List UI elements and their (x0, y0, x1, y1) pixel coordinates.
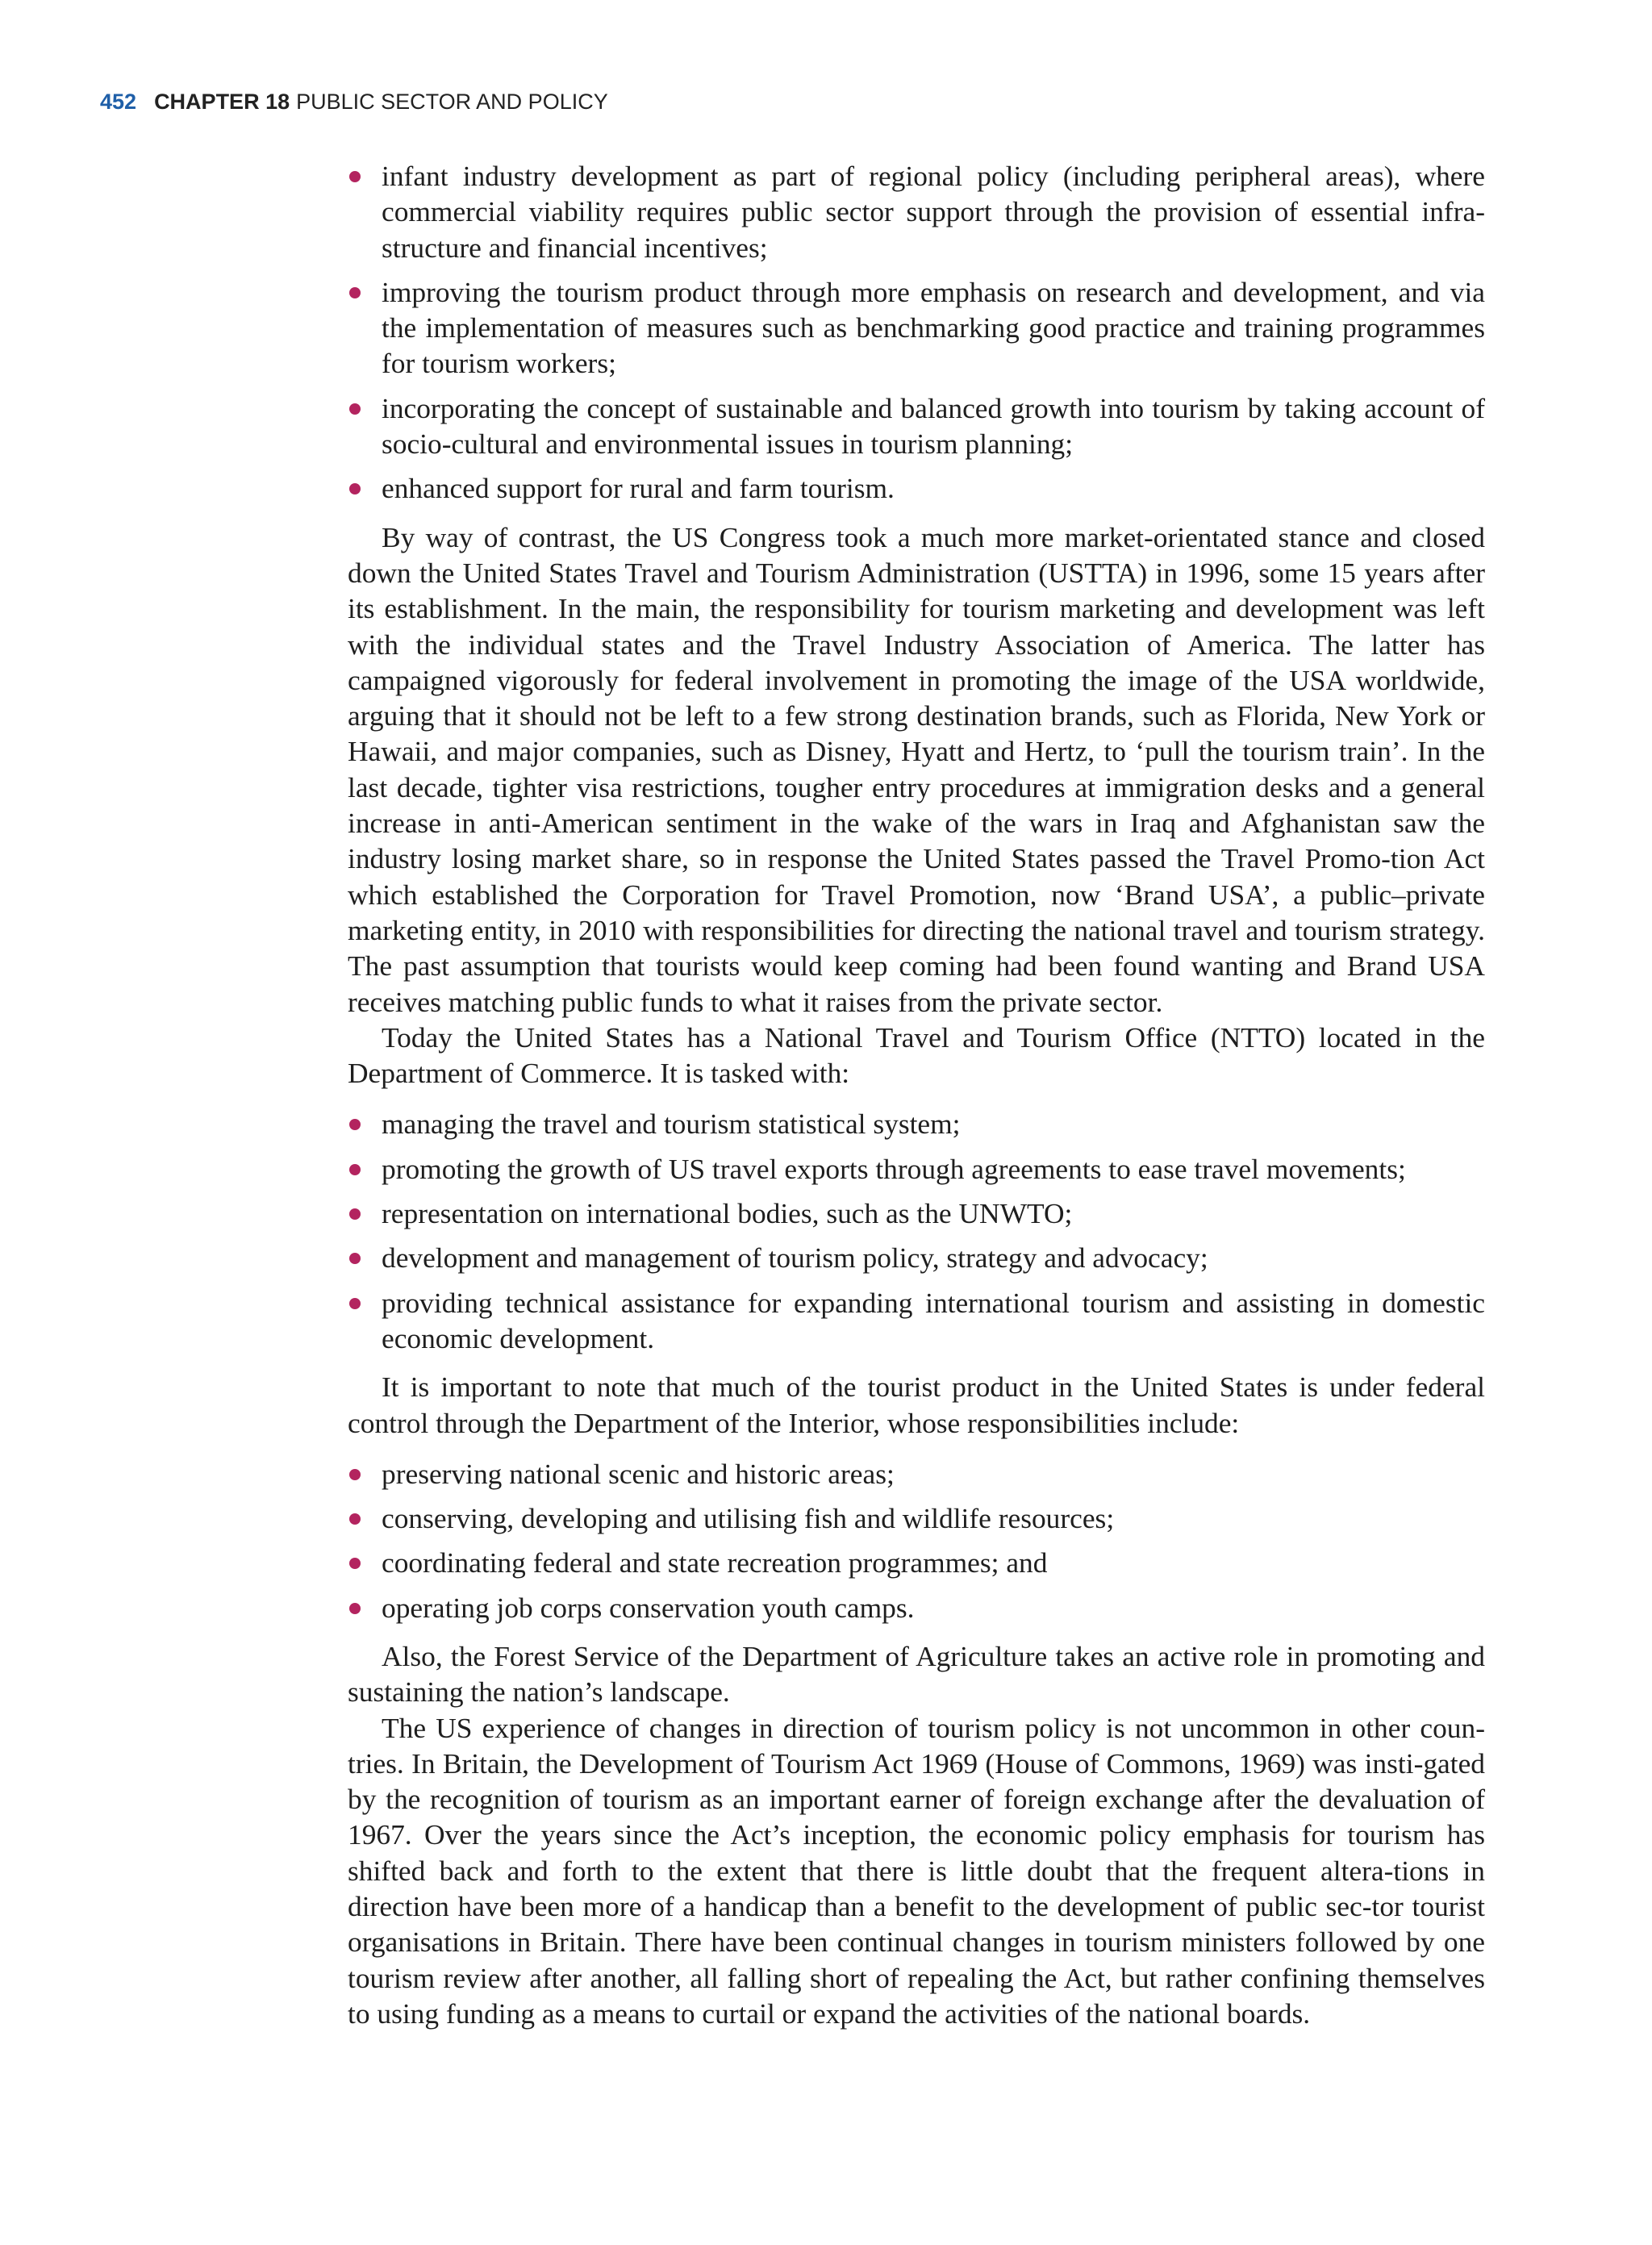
list-item-text: incorporating the concept of sustainable and balanced growth into tourism by taking account of socio-cultural and environmental issues in tourism planning; (382, 391, 1485, 461)
list-item (348, 1285, 1485, 1357)
list-item (348, 1590, 1485, 1625)
list-item (348, 1545, 1485, 1580)
list-item-text: infant industry development as part of regional policy (including peripheral areas), where commercial viability requires public sector support through the provision of essential infra-structure and financial incentives; (382, 160, 1485, 264)
paragraph-britain: The US experience of changes in direction of tourism policy is not uncommon in other coun-tries. In Britain, the Development of Tourism Act 1969 (House of Commons, 1969) was insti-gated by the recognition of tourism as an important earner of foreign exchange after the devaluation of 1967. Over the years since the Act’s inception, the economic policy emphasis for tourism has shifted back and forth to the extent that there is little doubt that the frequent altera-tions in direction have been more of a handicap than a benefit to the development of public sec-tor tourist organisations in Britain. There have been continual changes in tourism ministers followed by one tourism review after another, all falling short of repealing the Act, but rather confining themselves to using funding as a means to curtail or expand the activities of the national boards. (348, 1711, 1485, 2030)
list-item (348, 274, 1485, 382)
list-item (348, 390, 1485, 462)
list-item (348, 470, 1485, 506)
list-item-text: development and management of tourism policy, strategy and advocacy; (382, 1241, 1208, 1275)
list-item (348, 1500, 1485, 1536)
list-item (348, 158, 1485, 265)
list-item-text: enhanced support for rural and farm tourism. (382, 472, 895, 505)
list-item-text: improving the tourism product through more emphasis on research and development, and via the implementation of measures such as benchmarking good practice and training programmes for tourism workers; (382, 275, 1485, 380)
paragraph-us-congress: By way of contrast, the US Congress took a much more market-orientated stance and closed down the United States Travel and Tourism Administration (USTTA) in 1996, some 15 years after its establishment. In the main, the responsibility for tourism marketing and development was left with the individual states and the Travel Industry Association of America. The latter has campaigned vigorously for federal involvement in promoting the image of the USA worldwide, arguing that it should not be left to a few strong destination brands, such as Florida, New York or Hawaii, and major companies, such as Disney, Hyatt and Hertz, to ‘pull the tourism train’. In the last decade, tighter visa restrictions, tougher entry procedures at immigration desks and a general increase in anti-American sentiment in the wake of the wars in Iraq and Afghanistan saw the industry losing market share, so in response the United States passed the Travel Promo-tion Act which established the Corporation for Travel Promotion, now ‘Brand USA’, a public–private marketing entity, in 2010 with responsibilities for directing the national travel and tourism strategy. The past assumption that tourists would keep coming had been found wanting and Brand USA receives matching public funds to what it raises from the private sector. (348, 520, 1485, 1018)
list-item (348, 1196, 1485, 1231)
list-item-text: promoting the growth of US travel exports through agreements to ease travel movements; (382, 1152, 1406, 1185)
chapter-label: CHAPTER 18 (154, 90, 290, 114)
list-item-text: preserving national scenic and historic areas; (382, 1457, 895, 1490)
list-item (348, 1106, 1485, 1141)
list-item-text: conserving, developing and utilising fish and wildlife resources; (382, 1502, 1115, 1535)
list-item-text: coordinating federal and state recreation programmes; and (382, 1546, 1048, 1579)
interior-responsibilities-list (348, 1456, 1485, 1625)
ntto-tasks-list (348, 1106, 1485, 1356)
list-item (348, 1240, 1485, 1275)
page-number: 452 (100, 90, 137, 114)
running-head (100, 86, 608, 118)
paragraph-ntto: Today the United States has a National Travel and Tourism Office (NTTO) located in the Department of Commerce. It is tasked with: (348, 1020, 1485, 1090)
list-item-text: operating job corps conservation youth camps. (382, 1591, 915, 1624)
list-item-text: managing the travel and tourism statistical system; (382, 1108, 961, 1141)
chapter-title: PUBLIC SECTOR AND POLICY (296, 90, 608, 114)
list-item-text: representation on international bodies, such as the UNWTO; (382, 1197, 1073, 1230)
list-item-text: providing technical assistance for expanding international tourism and assisting in domestic economic development. (382, 1286, 1485, 1354)
list-item (348, 1456, 1485, 1492)
regional-policy-list (348, 158, 1485, 507)
list-item (348, 1151, 1485, 1187)
paragraph-interior: It is important to note that much of the tourist product in the United States is under federal control through the Department of the Interior, whose responsibilities include: (348, 1371, 1485, 1439)
page-body (348, 158, 1485, 2031)
paragraph-forest-service: Also, the Forest Service of the Department of Agriculture takes an active role in promoting and sustaining the nation’s landscape. (348, 1639, 1485, 1709)
